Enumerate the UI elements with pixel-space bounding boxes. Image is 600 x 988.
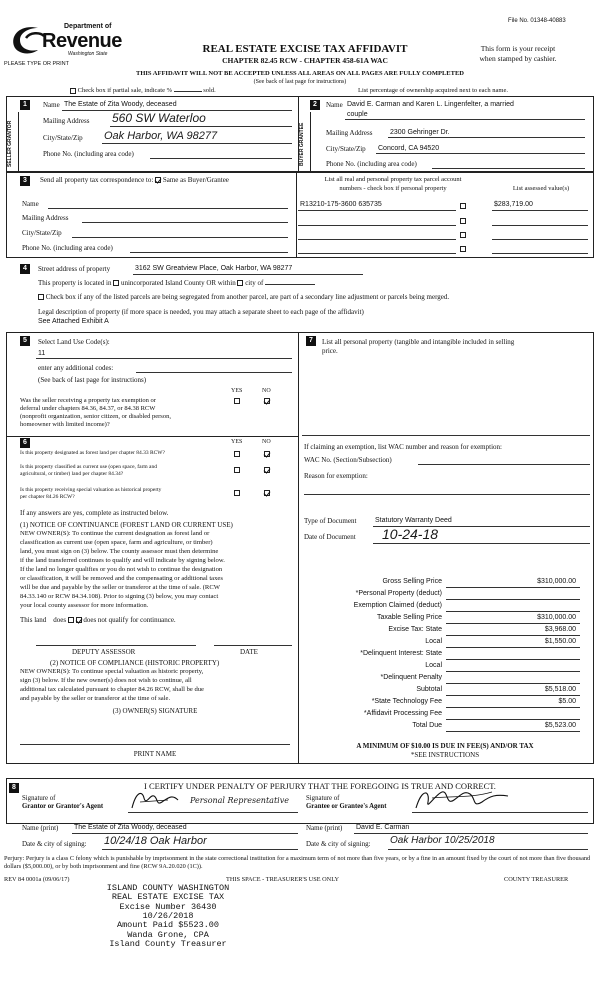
section-4-number: 4	[20, 264, 30, 274]
seller-phone-label: Phone No. (including area code)	[43, 150, 134, 158]
personal-property-label-2: price.	[322, 347, 338, 355]
seller-exemption-yes-checkbox[interactable]	[234, 397, 240, 405]
parcels-header-1: List all real and personal property tax parcel account	[324, 176, 462, 183]
s5-no-header: NO	[262, 388, 271, 394]
segregated-checkbox[interactable]	[38, 294, 44, 300]
owner-signature-field[interactable]	[20, 744, 290, 745]
receipt-note-2: when stamped by cashier.	[479, 54, 557, 63]
historic-no-checkbox[interactable]	[264, 489, 270, 497]
deputy-date-field[interactable]	[214, 645, 292, 646]
grantor-signature-scribble-icon	[128, 788, 188, 812]
deputy-assessor-label: DEPUTY ASSESSOR	[72, 648, 136, 656]
grantor-print-name[interactable]: The Estate of Zita Woody, deceased	[74, 824, 187, 831]
notice-continuance-line: if the land transferred continues to qualify and will indicate by signing below.	[20, 557, 225, 564]
grantor-print-label: Name (print)	[22, 824, 59, 832]
grantee-signature[interactable]	[412, 786, 522, 812]
same-as-buyer-checkbox[interactable]	[155, 177, 161, 183]
q-current-use-1: Is this property classified as current use (open space, farm and	[20, 464, 157, 470]
grantor-date-city[interactable]: 10/24/18 Oak Harbor	[104, 835, 207, 847]
tax-row-label: Excise Tax: State	[388, 626, 442, 633]
grantee-signature-scribble-icon	[412, 786, 522, 812]
notice-continuance-line: If the land no longer qualifies or you do not wish to continue the designation	[20, 566, 223, 573]
personal-property-label-1: List all personal property (tangible and intangible included in selling	[322, 338, 515, 346]
city-of-field[interactable]	[265, 284, 315, 285]
doc-date-label: Date of Document	[304, 533, 356, 541]
buyer-name-label: Name	[326, 101, 343, 109]
send-correspondence-label: Send all property tax correspondence to: Same as Buyer/Grantee	[40, 176, 229, 184]
buyer-address[interactable]: 2300 Gehringer Dr.	[390, 129, 450, 136]
segregated-label: Check box if any of the listed parcels are being segregated from another parcel, are part of a secondary line adjustment or parcels being merged.	[38, 293, 449, 301]
section-3-number: 3	[20, 176, 30, 186]
see-instructions-note: *SEE INSTRUCTIONS	[410, 751, 480, 759]
section-6-number: 6	[20, 438, 30, 448]
q-seller-exemption-1: Was the seller receiving a property tax exemption or	[20, 397, 156, 404]
assessed-header: List assessed value(s)	[512, 185, 570, 192]
deputy-assessor-signature-field[interactable]	[36, 645, 196, 646]
buyer-city[interactable]: Concord, CA 94520	[378, 145, 440, 152]
grantee-signature-label-1: Signature of	[306, 795, 340, 802]
tax-row-value[interactable]: $3,968.00	[544, 626, 576, 633]
buyer-address-label: Mailing Address	[326, 129, 373, 137]
dept-name: Revenue	[42, 30, 122, 52]
file-number: File No. 01348-40883	[508, 18, 566, 24]
additional-codes-field[interactable]	[136, 372, 292, 373]
notice-continuance-line: classification as current use (open space, farm and agriculture, or timber)	[20, 539, 213, 546]
notice-continuance-line: will be due and payable by the seller or transferor at the time of sale. (RCW	[20, 584, 220, 591]
buyer-name-line-2[interactable]: couple	[347, 111, 368, 118]
tax-row-label: *Personal Property (deduct)	[355, 590, 442, 597]
grantor-date-label: Date & city of signing:	[22, 840, 87, 848]
continuance-qualify-label: This land does does not qualify for continuance.	[20, 616, 176, 624]
exemption-label: If claiming an exemption, list WAC number and reason for exemption:	[304, 443, 502, 451]
notice-compliance-line: sign (3) below. If the new owner(s) does not wish to continue, all	[20, 677, 192, 684]
tax-row-value[interactable]: $1,550.00	[544, 638, 576, 645]
doc-date[interactable]: 10-24-18	[382, 526, 439, 542]
q-forest-land: Is this property designated as forest land per chapter 84.33 RCW?	[20, 450, 165, 456]
minimum-due-note: A MINIMUM OF $10.00 IS DUE IN FEE(S) AND/OR TAX	[356, 742, 534, 750]
tax-row-value[interactable]: $310,000.00	[537, 614, 576, 621]
tax-row-value[interactable]: $5,523.00	[544, 722, 576, 729]
stamp-line: Amount Paid $5523.00	[116, 920, 220, 931]
q-seller-exemption-3: (nonprofit organization, senior citizen, or disabled person,	[20, 413, 171, 420]
tax-row-label: Local	[425, 662, 442, 669]
see-back-text: (See back of last page for instructions)	[253, 79, 347, 85]
grantee-print-label: Name (print)	[306, 824, 343, 832]
seller-city-label: City/State/Zip	[43, 134, 83, 142]
treasurer-stamp	[78, 884, 258, 949]
s3-city-label: City/State/Zip	[22, 229, 62, 237]
tax-row-value[interactable]: $5,518.00	[544, 686, 576, 693]
s3-address-label: Mailing Address	[22, 214, 69, 222]
section-5-number: 5	[20, 336, 30, 346]
s3-address-field[interactable]	[82, 222, 288, 223]
seller-address-label: Mailing Address	[43, 117, 90, 125]
tax-row-label: Gross Selling Price	[382, 578, 442, 585]
section-1-number: 1	[20, 100, 30, 110]
wac-field[interactable]	[418, 464, 590, 465]
notice-continuance-title: (1) NOTICE OF CONTINUANCE (FOREST LAND OR CURRENT USE)	[20, 521, 233, 529]
buyer-city-label: City/State/Zip	[326, 145, 366, 153]
tax-row-label: Exemption Claimed (deduct)	[353, 602, 442, 609]
does-qualify-checkbox[interactable]	[68, 617, 74, 623]
street-address[interactable]: 3162 SW Greatview Place, Oak Harbor, WA 98277	[135, 265, 293, 272]
land-use-code[interactable]: 11	[38, 350, 46, 357]
notice-compliance-line: and payable by the seller or transferor at the time of sale.	[20, 695, 171, 702]
buyer-phone-field[interactable]	[432, 168, 585, 169]
tax-row-value[interactable]: $5.00	[558, 698, 576, 705]
please-type: PLEASE TYPE OR PRINT	[4, 61, 70, 67]
if-yes-note: If any answers are yes, complete as instructed below.	[20, 509, 169, 517]
grantor-signature[interactable]: Personal Representative	[128, 788, 298, 812]
current-use-no-checkbox[interactable]	[264, 466, 270, 474]
print-name-label: PRINT NAME	[133, 750, 177, 758]
notice-continuance-line: NEW OWNER(S): To continue the current designation as forest land or	[20, 530, 210, 537]
grantor-signature-label-2: Grantor or Grantor's Agent	[22, 803, 104, 810]
historic-yes-checkbox[interactable]	[234, 489, 240, 497]
county-treasurer-label: COUNTY TREASURER	[504, 876, 569, 883]
notice-continuance-line: or classification, it will be removed and the compensating or additional taxes	[20, 575, 223, 582]
dept-state: Washington State	[68, 51, 108, 57]
seller-name-label: Name	[43, 101, 60, 109]
current-use-yes-checkbox[interactable]	[234, 466, 240, 474]
notice-continuance-line: 84.33.140 or RCW 84.34.108). Prior to signing (3) below, you may contact	[20, 593, 219, 600]
tax-row-label: *State Technology Fee	[371, 698, 442, 705]
q-seller-exemption-4: homeowner with limited income)?	[20, 421, 110, 428]
form-title: REAL ESTATE EXCISE TAX AFFIDAVIT	[202, 43, 408, 55]
seller-city[interactable]: Oak Harbor, WA 98277	[104, 130, 218, 142]
stamp-line: Excise Number 36430	[119, 901, 217, 912]
s6-no-header: NO	[262, 439, 271, 445]
land-use-see-back: (See back of last page for instructions)	[38, 376, 147, 384]
doc-type-label: Type of Document	[304, 517, 357, 525]
reason-field[interactable]	[304, 494, 590, 495]
doc-type[interactable]: Statutory Warranty Deed	[375, 517, 452, 524]
s5-yes-header: YES	[231, 388, 243, 394]
stamp-line: 10/26/2018	[142, 911, 194, 922]
ownership-percent-note: List percentage of ownership acquired next to each name.	[358, 87, 508, 94]
notice-continuance-line: land, you must sign on (3) below. The county assessor must then determine	[20, 548, 219, 555]
tax-row-label: *Delinquent Interest: State	[360, 650, 442, 657]
section-7-number: 7	[306, 336, 316, 346]
buyer-name-line-1[interactable]: David E. Carman and Karen L. Lingenfelter, a married	[347, 101, 514, 108]
stamp-line: REAL ESTATE EXCISE TAX	[111, 892, 225, 903]
city-of-checkbox[interactable]	[237, 280, 243, 286]
s6-yes-header: YES	[231, 439, 243, 445]
seller-side-label: SELLER GRANTOR	[7, 120, 13, 168]
grantor-signature-label-1: Signature of	[22, 795, 56, 802]
buyer-phone-label: Phone No. (including area code)	[326, 160, 417, 168]
section-8-number: 8	[9, 783, 19, 793]
stamp-line: Wanda Grone, CPA	[127, 929, 209, 940]
does-not-qualify-checkbox[interactable]	[76, 617, 82, 623]
personal-property-checkbox-1[interactable]	[460, 202, 466, 210]
stamp-line: Island County Treasurer	[109, 939, 227, 950]
grantee-print-name[interactable]: David E. Carman	[356, 824, 410, 831]
form-chapter: CHAPTER 82.45 RCW - CHAPTER 458-61A WAC	[222, 56, 388, 65]
notice-compliance-line: NEW OWNER(S): To continue special valuation as historic property,	[20, 668, 204, 675]
seller-address[interactable]: 560 SW Waterloo	[112, 111, 206, 125]
tax-calculation-table	[300, 578, 590, 738]
partial-sale-checkbox[interactable]	[70, 88, 76, 94]
seller-exemption-no-checkbox[interactable]	[264, 397, 270, 405]
section-2-number: 2	[310, 100, 320, 110]
s3-phone-field[interactable]	[130, 252, 288, 253]
grantee-signature-label-2: Grantee or Grantee's Agent	[306, 803, 387, 810]
tax-row-label: *Delinquent Penalty	[380, 674, 442, 681]
notice-continuance-line: your local county assessor for more information.	[20, 602, 149, 609]
tax-row-value[interactable]: $310,000.00	[537, 578, 576, 585]
partial-sale-pct-field[interactable]	[174, 91, 202, 92]
forest-land-no-checkbox[interactable]	[264, 450, 270, 458]
s3-phone-label: Phone No. (including area code)	[22, 244, 113, 252]
additional-codes-label: enter any additional codes:	[38, 364, 114, 372]
seller-name[interactable]: The Estate of Zita Woody, deceased	[64, 101, 177, 108]
street-address-label: Street address of property	[38, 265, 111, 273]
q-seller-exemption-2: deferral under chapters 84.36, 84.37, or 84.38 RCW	[20, 405, 156, 412]
form-revision: REV 84 0001a (09/06/17)	[4, 876, 70, 883]
s3-city-field[interactable]	[72, 237, 288, 238]
legal-description[interactable]: See Attached Exhibit A	[38, 318, 109, 325]
seller-phone-field[interactable]	[150, 158, 292, 159]
personal-property-checkbox-4[interactable]	[460, 245, 466, 253]
dor-logo	[8, 22, 123, 62]
q-current-use-2: agricultural, or timber) land per chapter 84.34?	[20, 471, 124, 477]
perjury-statement: Perjury: Perjury is a class C felony which is punishable by imprisonment in the state correctional institution for a maximum term of not more than five years, or by a fine in an amount fixed by the court of not more than five thousand dollars ($5,000.00), or by both imprisonment and fine (RCW 9A.20.020 (1C)).	[4, 855, 591, 870]
grantee-date-label: Date & city of signing:	[306, 840, 371, 848]
tax-row-label: Subtotal	[416, 686, 442, 693]
s3-name-label: Name	[22, 200, 39, 208]
s3-name-field[interactable]	[48, 208, 288, 209]
deputy-date-label: DATE	[240, 648, 258, 656]
warning-text: THIS AFFIDAVIT WILL NOT BE ACCEPTED UNLESS ALL AREAS ON ALL PAGES ARE FULLY COMPLETED	[136, 70, 464, 77]
partial-sale-label: Check box if partial sale, indicate % sold.	[70, 87, 216, 94]
tax-row-label: Total Due	[412, 722, 442, 729]
parcel-number-1[interactable]: R13210-175-3600 635735	[300, 201, 382, 208]
tax-row-label: Local	[425, 638, 442, 645]
dept-top: Department of	[64, 23, 112, 30]
notice-compliance-title: (2) NOTICE OF COMPLIANCE (HISTORIC PROPERTY)	[50, 659, 220, 667]
parcels-header-2: numbers - check box if personal property	[339, 185, 447, 192]
wac-label: WAC No. (Section/Subsection)	[304, 456, 392, 464]
located-in-label: This property is located in unincorporated Island County OR within city of	[38, 279, 315, 287]
assessed-value-1[interactable]: $283,719.00	[494, 201, 533, 208]
tax-row-label: *Affidavit Processing Fee	[363, 710, 442, 717]
personal-property-checkbox-3[interactable]	[460, 231, 466, 239]
treasurer-space-label: THIS SPACE - TREASURER'S USE ONLY	[226, 876, 339, 883]
tax-row-label: Taxable Selling Price	[377, 614, 442, 621]
forest-land-yes-checkbox[interactable]	[234, 450, 240, 458]
legal-description-label: Legal description of property (if more space is needed, you may attach a separate sheet to each page of the affidavit)	[38, 308, 364, 316]
q-historic-1: Is this property receiving special valuation as historical property	[20, 487, 162, 493]
q-historic-2: per chapter 84.26 RCW?	[20, 494, 75, 500]
personal-property-checkbox-2[interactable]	[460, 217, 466, 225]
buyer-side-label: BUYER GRANTEE	[299, 122, 305, 166]
notice-compliance-line: additional tax calculated pursuant to chapter 84.26 RCW, shall be due	[20, 686, 204, 693]
certify-statement: I CERTIFY UNDER PENALTY OF PERJURY THAT THE FOREGOING IS TRUE AND CORRECT.	[144, 781, 496, 791]
owner-signature-title: (3) OWNER(S) SIGNATURE	[112, 707, 198, 715]
land-use-label: Select Land Use Code(s):	[38, 338, 110, 346]
receipt-note-1: This form is your receipt	[480, 44, 556, 53]
stamp-line: ISLAND COUNTY WASHINGTON	[106, 883, 230, 893]
grantee-date-city[interactable]: Oak Harbor 10/25/2018	[390, 835, 495, 846]
unincorporated-checkbox[interactable]	[113, 280, 119, 286]
reason-label: Reason for exemption:	[304, 472, 368, 480]
